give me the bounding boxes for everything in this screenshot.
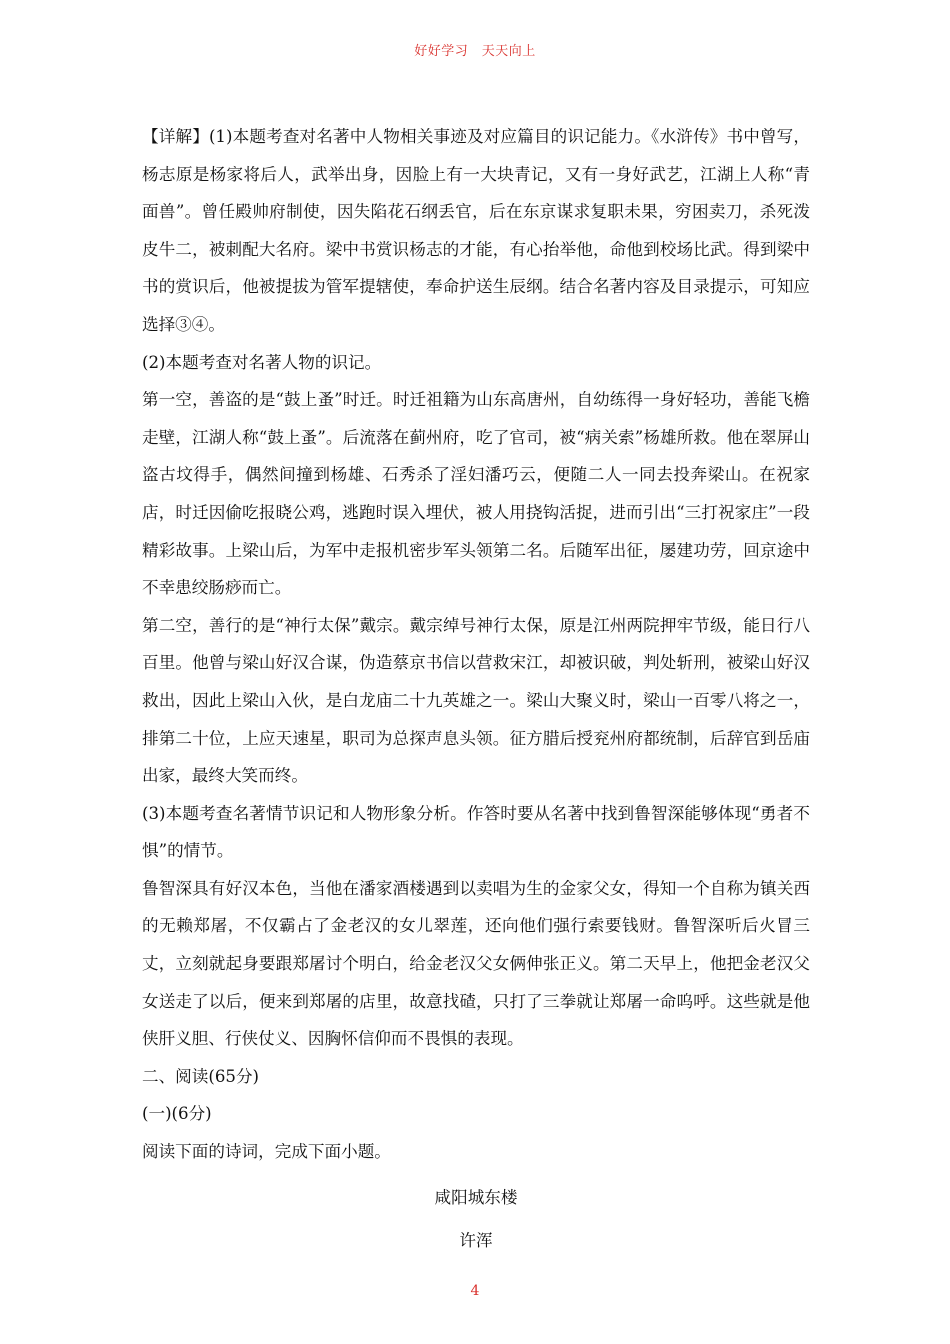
subsection-heading: (一)(6分)	[142, 1104, 212, 1124]
section-heading-reading: 二、阅读(65分)	[142, 1066, 260, 1086]
paragraph-first-blank: 第一空，善盗的是“鼓上蚤”时迁。时迁祖籍为山东高唐州，自幼练得一身好轻功，善能飞檐走壁，江湖人称“鼓上蚤”。后流落在蓟州府，吃了官司，被“病关索”杨雄所救。他在翠屏山盗古坟得手，偶然间撞到杨雄、石秀杀了淫妇潘巧云，便随二人一同去投奔梁山。在祝家店，时迁因偷吃报晓公鸡，逃跑时误入埋伏，被人用挠钩活捉，进而引出“三打祝家庄”一段精彩故事。上梁山后，为军中走报机密步军头领第二名。后随军出征，屡建功劳，回京途中不幸患绞肠痧而亡。	[142, 390, 810, 598]
page-number: 4	[470, 1283, 480, 1299]
paragraph-lu-zhishen: 鲁智深具有好汉本色，当他在潘家酒楼遇到以卖唱为生的金家父女，得知一个自称为镇关西的无赖郑屠，不仅霸占了金老汉的女儿翠莲，还向他们强行索要钱财。鲁智深听后火冒三丈，立刻就起身要跟郑屠讨个明白，给金老汉父女俩伸张正义。第二天早上，他把金老汉父女送走了以后，便来到郑屠的店里，故意找碴，只打了三拳就让郑屠一命呜呼。这些就是他侠肝义胆、行侠仗义、因胸怀信仰而不畏惧的表现。	[142, 878, 810, 1049]
document-body	[142, 118, 810, 1260]
reading-instruction: 阅读下面的诗词，完成下面小题。	[142, 1142, 391, 1162]
header-divider	[138, 65, 810, 66]
paragraph-question-2-intro: (2)本题考查对名著人物的识记。	[142, 352, 382, 372]
page-header: 好好学习 天天向上	[414, 44, 536, 59]
paragraph-detail-analysis: 【详解】(1)本题考查对名著中人物相关事迹及对应篇目的识记能力。《水浒传》书中曾写，杨志原是杨家将后人，武举出身，因脸上有一大块青记，又有一身好武艺，江湖上人称“青面兽”。曾任殿帅府制使，因失陷花石纲丢官，后在东京谋求复职未果，穷困卖刀，杀死泼皮牛二，被刺配大名府。梁中书赏识杨志的才能，有心抬举他，命他到校场比武。得到梁中书的赏识后，他被提拔为管军提辖使，奉命护送生辰纲。结合名著内容及目录提示，可知应选择③④。	[142, 127, 810, 334]
poem-title: 咸阳城东楼	[434, 1187, 518, 1207]
paragraph-question-3-intro: (3)本题考查名著情节识记和人物形象分析。作答时要从名著中找到鲁智深能够体现“勇者不惧”的情节。	[142, 803, 810, 861]
paragraph-second-blank: 第二空，善行的是“神行太保”戴宗。戴宗绰号神行太保，原是江州两院押牢节级，能日行八百里。他曾与梁山好汉合谋，伪造蔡京书信以营救宋江，却被识破，判处斩刑，被梁山好汉救出，因此上梁山入伙，是白龙庙二十九英雄之一。梁山大聚义时，梁山一百零八将之一，排第二十位，上应天速星，职司为总探声息头领。征方腊后授兖州府都统制，后辞官到岳庙出家，最终大笑而终。	[142, 615, 810, 786]
poem-author: 许浑	[459, 1231, 493, 1251]
